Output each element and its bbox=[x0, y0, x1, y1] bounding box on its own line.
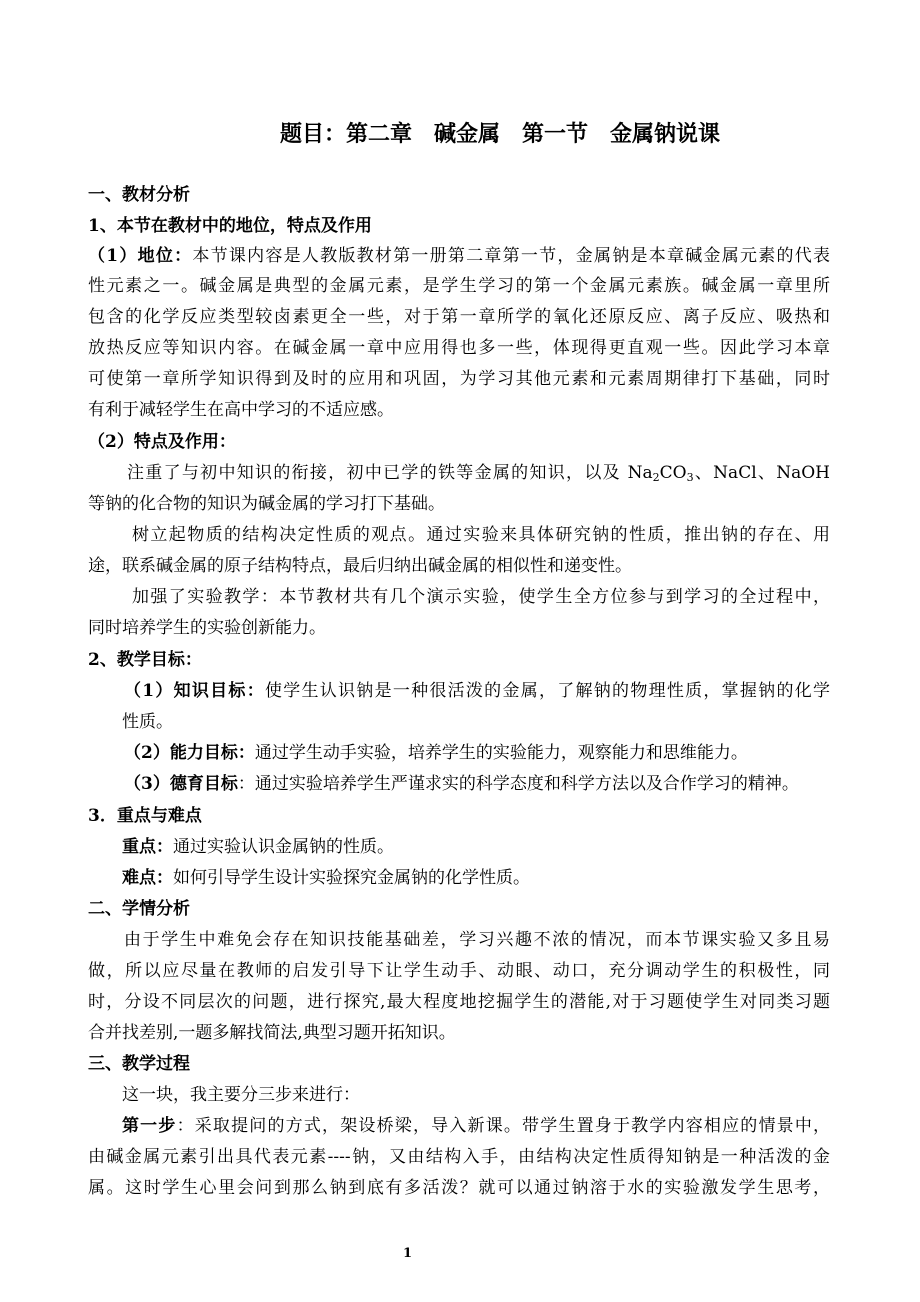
goal-line: （2）能力目标：通过学生动手实验，培养学生的实验能力，观察能力和思维能力。 bbox=[124, 743, 748, 763]
section-heading-2: 二、学情分析 bbox=[88, 899, 190, 919]
page-title: 题目：第二章 碱金属 第一节 金属钠说课 bbox=[280, 121, 721, 147]
paragraph-line: 树立起物质的结构决定性质的观点。通过实验来具体研究钠的性质，推出钠的存在、用 bbox=[132, 525, 830, 545]
paragraph-line: 加强了实验教学：本节教材共有几个演示实验，使学生全方位参与到学习的全过程中， bbox=[132, 587, 830, 607]
paragraph-line: 做，所以应尽量在教师的启发引导下让学生动手、动眼、动口，充分调动学生的积极性，同 bbox=[88, 961, 830, 981]
subsection-heading-1-1: 1、本节在教材中的地位，特点及作用 bbox=[88, 216, 372, 236]
paragraph-line: 同时培养学生的实验创新能力。 bbox=[88, 618, 326, 638]
difficult-point: 难点：如何引导学生设计实验探究金属钠的化学性质。 bbox=[122, 868, 530, 888]
paragraph-lead: （1）地位： bbox=[88, 246, 193, 266]
paragraph-line: 途，联系碱金属的原子结构特点，最后归纳出碱金属的相似性和递变性。 bbox=[88, 556, 632, 576]
paragraph-line: 可使第一章所学知识得到及时的应用和巩固，为学习其他元素和元素周期律打下基础，同时 bbox=[88, 369, 830, 389]
paragraph-line: 由碱金属元素引出具代表元素----钠，又由结构入手，由结构决定性质得知钠是一种活泼的金 bbox=[88, 1147, 830, 1167]
paragraph-line: 等钠的化合物的知识为碱金属的学习打下基础。 bbox=[88, 494, 445, 514]
goal-line: 性质。 bbox=[122, 712, 173, 732]
paragraph-line: 包含的化学反应类型较卤素更全一些，对于第一章所学的氧化还原反应、离子反应、吸热和 bbox=[88, 307, 830, 327]
key-point: 重点：通过实验认识金属钠的性质。 bbox=[122, 837, 394, 857]
page-number: 1 bbox=[403, 1246, 413, 1261]
paragraph-line: 注重了与初中知识的衔接，初中已学的铁等金属的知识，以及 $Na_2CO_3$、NaCl、NaOH bbox=[127, 463, 830, 484]
paragraph-line: 放热反应等知识内容。在碱金属一章中应用得也多一些，体现得更直观一些。因此学习本章 bbox=[88, 338, 830, 358]
paragraph-line: 这一块，我主要分三步来进行： bbox=[122, 1085, 360, 1105]
section-heading-3: 三、教学过程 bbox=[88, 1054, 190, 1074]
goal-line: （1）知识目标：使学生认识钠是一种很活泼的金属，了解钠的物理性质，掌握钠的化学 bbox=[124, 681, 830, 701]
subsection-heading-1-3: 3．重点与难点 bbox=[88, 806, 202, 826]
subsection-heading-1-2: 2、教学目标： bbox=[88, 650, 202, 670]
paragraph-line: 合并找差别,一题多解找简法,典型习题开拓知识。 bbox=[88, 1023, 456, 1043]
paragraph-line: （1）地位：本节课内容是人教版教材第一册第二章第一节，金属钠是本章碱金属元素的代表 bbox=[88, 246, 830, 266]
goal-line: （3）德育目标：通过实验培养学生严谨求实的科学态度和科学方法以及合作学习的精神。 bbox=[124, 774, 799, 794]
paragraph-line: 由于学生中难免会存在知识技能基础差，学习兴趣不浓的情况，而本节课实验又多且易 bbox=[124, 930, 830, 950]
paragraph-line: 性元素之一。碱金属是典型的金属元素，是学生学习的第一个金属元素族。碱金属一章里所 bbox=[88, 276, 830, 296]
paragraph-line: 第一步：采取提问的方式，架设桥梁，导入新课。带学生置身于教学内容相应的情景中， bbox=[122, 1116, 831, 1136]
paragraph-line: 有利于减轻学生在高中学习的不适应感。 bbox=[88, 400, 394, 420]
paragraph-line: 时，分设不同层次的问题，进行探究,最大程度地挖掘学生的潜能,对于习题使学生对同类习题 bbox=[88, 992, 830, 1012]
paragraph-heading: （2）特点及作用： bbox=[88, 432, 236, 452]
paragraph-line: 属。这时学生心里会问到那么钠到底有多活泼？就可以通过钠溶于水的实验激发学生思考， bbox=[88, 1178, 830, 1198]
section-heading-1: 一、教材分析 bbox=[88, 185, 190, 205]
